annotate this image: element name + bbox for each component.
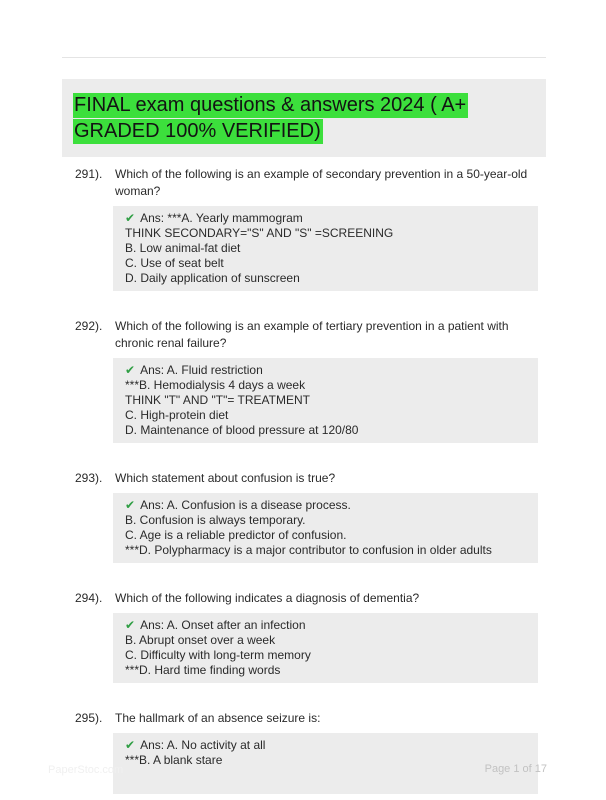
answer-line — [125, 618, 526, 633]
answer-line — [125, 226, 526, 241]
answer-box — [113, 206, 538, 291]
question-text: The hallmark of an absence seizure is: — [115, 711, 321, 725]
title-banner — [62, 79, 546, 157]
answer-line-text: C. Difficulty with long-term memory — [125, 648, 311, 662]
question-block — [62, 166, 546, 291]
page-footer — [0, 760, 606, 780]
answer-line — [125, 528, 526, 543]
question-number: 292). — [75, 319, 103, 333]
answer-line — [125, 738, 526, 753]
question-number: 295). — [75, 711, 103, 725]
question-row — [62, 166, 546, 200]
answer-line — [125, 211, 526, 226]
watermark: PaperStoc.com — [48, 764, 124, 776]
question-text: Which of the following indicates a diagnosis of dementia? — [115, 591, 420, 605]
question-text: Which of the following is an example of tertiary prevention in a patient with chronic renal failure? — [115, 319, 509, 350]
answer-line — [125, 648, 526, 663]
answer-line — [125, 633, 526, 648]
answer-line-text: B. Confusion is always temporary. — [125, 513, 306, 527]
check-icon: ✔ — [125, 211, 136, 225]
check-icon: ✔ — [125, 738, 136, 752]
questions-list — [62, 166, 546, 794]
answer-line-text: Ans: ***A. Yearly mammogram — [140, 211, 303, 225]
answer-line-text: C. High-protein diet — [125, 408, 229, 422]
answer-line-text: B. Low animal-fat diet — [125, 241, 241, 255]
answer-line-text: C. Age is a reliable predictor of confusion. — [125, 528, 347, 542]
question-number: 293). — [75, 471, 103, 485]
answer-line — [125, 378, 526, 393]
question-row — [62, 318, 546, 352]
page-content — [62, 0, 546, 794]
answer-line — [125, 543, 526, 558]
answer-line — [125, 256, 526, 271]
question-block — [62, 318, 546, 443]
answer-line-text: Ans: A. Confusion is a disease process. — [140, 498, 351, 512]
answer-line-text: Ans: A. No activity at all — [140, 738, 266, 752]
answer-box — [113, 613, 538, 683]
page-indicator: Page 1 of 17 — [484, 763, 547, 775]
answer-line-text: ***B. Hemodialysis 4 days a week — [125, 378, 306, 392]
answer-line — [125, 241, 526, 256]
answer-line-text: B. Abrupt onset over a week — [125, 633, 276, 647]
question-text: Which of the following is an example of secondary prevention in a 50-year-old woman? — [115, 167, 528, 198]
answer-line — [125, 498, 526, 513]
answer-line — [125, 513, 526, 528]
answer-line-text: THINK SECONDARY="S" AND "S" =SCREENING — [125, 226, 394, 240]
answer-line-text: ***D. Hard time finding words — [125, 663, 281, 677]
check-icon: ✔ — [125, 498, 136, 512]
answer-line — [125, 393, 526, 408]
question-row — [62, 710, 546, 727]
answer-line-text: D. Daily application of sunscreen — [125, 271, 300, 285]
answer-line — [125, 423, 526, 438]
answer-line-text: THINK "T" AND "T"= TREATMENT — [125, 393, 310, 407]
header-divider — [62, 57, 546, 58]
page-title-heading — [73, 92, 534, 144]
question-block — [62, 590, 546, 683]
answer-line — [125, 663, 526, 678]
answer-line — [125, 271, 526, 286]
question-row — [62, 590, 546, 607]
question-number: 291). — [75, 167, 103, 181]
answer-box — [113, 358, 538, 443]
page-title: FINAL exam questions & answers 2024 ( A+ GRADED 100% VERIFIED) — [74, 94, 467, 142]
answer-box — [113, 493, 538, 563]
answer-line-text: D. Maintenance of blood pressure at 120/80 — [125, 423, 359, 437]
answer-line-text: Ans: A. Onset after an infection — [140, 618, 306, 632]
check-icon: ✔ — [125, 363, 136, 377]
question-block — [62, 710, 546, 794]
answer-line-text: ***D. Polypharmacy is a major contributor to confusion in older adults — [125, 543, 492, 557]
answer-line-text: C. Use of seat belt — [125, 256, 224, 270]
answer-line — [125, 408, 526, 423]
answer-line — [125, 363, 526, 378]
question-row — [62, 470, 546, 487]
check-icon: ✔ — [125, 618, 136, 632]
answer-line-text: Ans: A. Fluid restriction — [140, 363, 263, 377]
answer-line-text: ***B. A blank stare — [125, 753, 223, 767]
question-block — [62, 470, 546, 563]
question-text: Which statement about confusion is true? — [115, 471, 336, 485]
question-number: 294). — [75, 591, 103, 605]
